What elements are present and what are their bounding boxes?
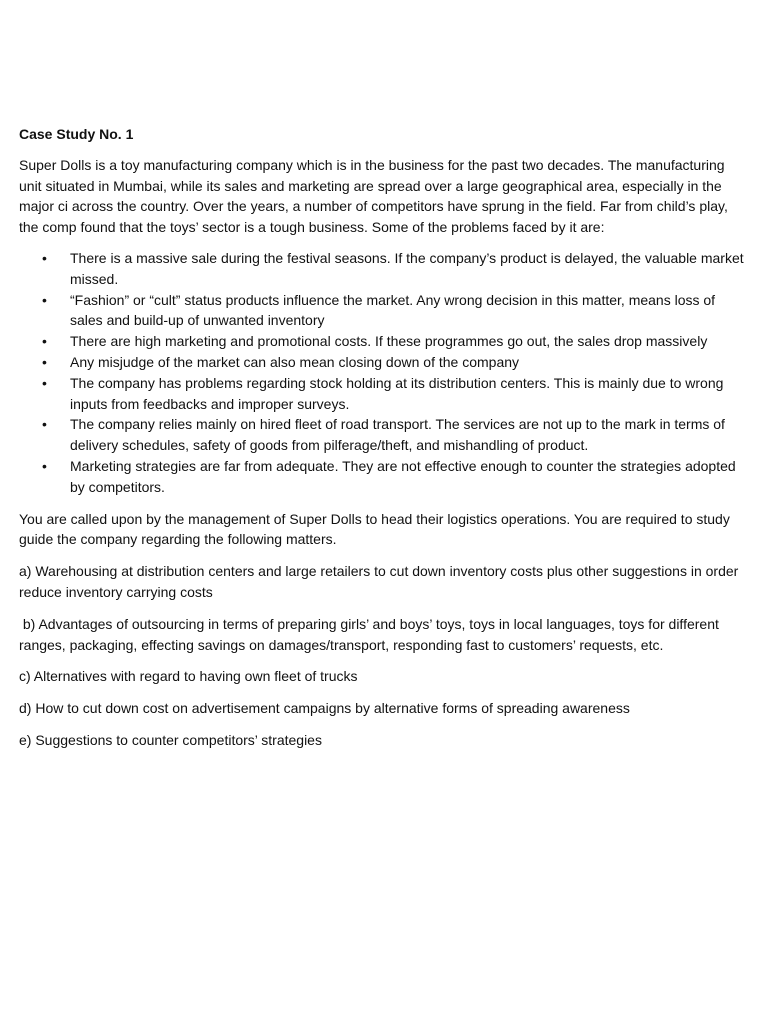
question-e: e) Suggestions to counter competitors’ strategies [19,731,322,748]
bullet-icon: • [42,249,47,266]
document-page [19,124,745,762]
problem-item [19,352,745,373]
question-c: c) Alternatives with regard to having own fleet of trucks [19,668,358,685]
problem-text: There are high marketing and promotional costs. If these programmes go out, the sales drop massively [70,333,708,350]
problem-text: The company relies mainly on hired fleet of road transport. The services are not up to the mark in terms of delivery schedules, safety of goods from pilferage/theft, and mishandling of product. [70,416,725,454]
problem-item [19,248,745,290]
problem-text: Marketing strategies are far from adequate. They are not effective enough to counter the strategies adopted by competitors. [70,457,736,495]
bullet-icon: • [42,333,47,350]
problem-text: Any misjudge of the market can also mean closing down of the company [70,353,520,370]
problem-item [19,414,745,456]
problem-item [19,456,745,498]
bullet-icon: • [42,374,47,391]
question-b: b) Advantages of outsourcing in terms of preparing girls’ and boys’ toys, toys in local languages, toys for different ranges, packaging, effecting savings on damages/transport, responding fast to customers’ requests, etc. [19,615,723,653]
bullet-icon: • [42,353,47,370]
problem-text: The company has problems regarding stock holding at its distribution centers. This is mainly due to wrong inputs from feedbacks and improper surveys. [70,374,724,412]
problems-list [19,248,745,498]
bullet-icon: • [42,291,47,308]
problem-item [19,373,745,415]
question-d: d) How to cut down cost on advertisement campaigns by alternative forms of spreading awareness [19,700,630,717]
problem-text: “Fashion” or “cult” status products influence the market. Any wrong decision in this matter, means loss of sales and build-up of unwanted inventory [70,291,716,329]
bullet-icon: • [42,416,47,433]
intro-paragraph: Super Dolls is a toy manufacturing company which is in the business for the past two decades. The manufacturing unit situated in Mumbai, while its sales and marketing are spread over a large geographical area, especially in the major ci across the country. Over the years, a number of competitors have sprung in the field. Far from child’s play, the comp found that the toys’ sector is a tough business. Some of the problems faced by it are: [19,156,728,236]
task-paragraph: You are called upon by the management of Super Dolls to head their logistics operations. You are required to study guide the company regarding the following matters. [19,510,730,548]
problem-text: There is a massive sale during the festival seasons. If the company’s product is delayed, the valuable market missed. [70,249,744,287]
question-a: a) Warehousing at distribution centers and large retailers to cut down inventory costs plus other suggestions in order reduce inventory carrying costs [19,563,739,600]
bullet-icon: • [42,457,47,474]
problem-item [19,290,745,332]
case-study-title: Case Study No. 1 [19,126,134,142]
problem-item [19,331,745,352]
